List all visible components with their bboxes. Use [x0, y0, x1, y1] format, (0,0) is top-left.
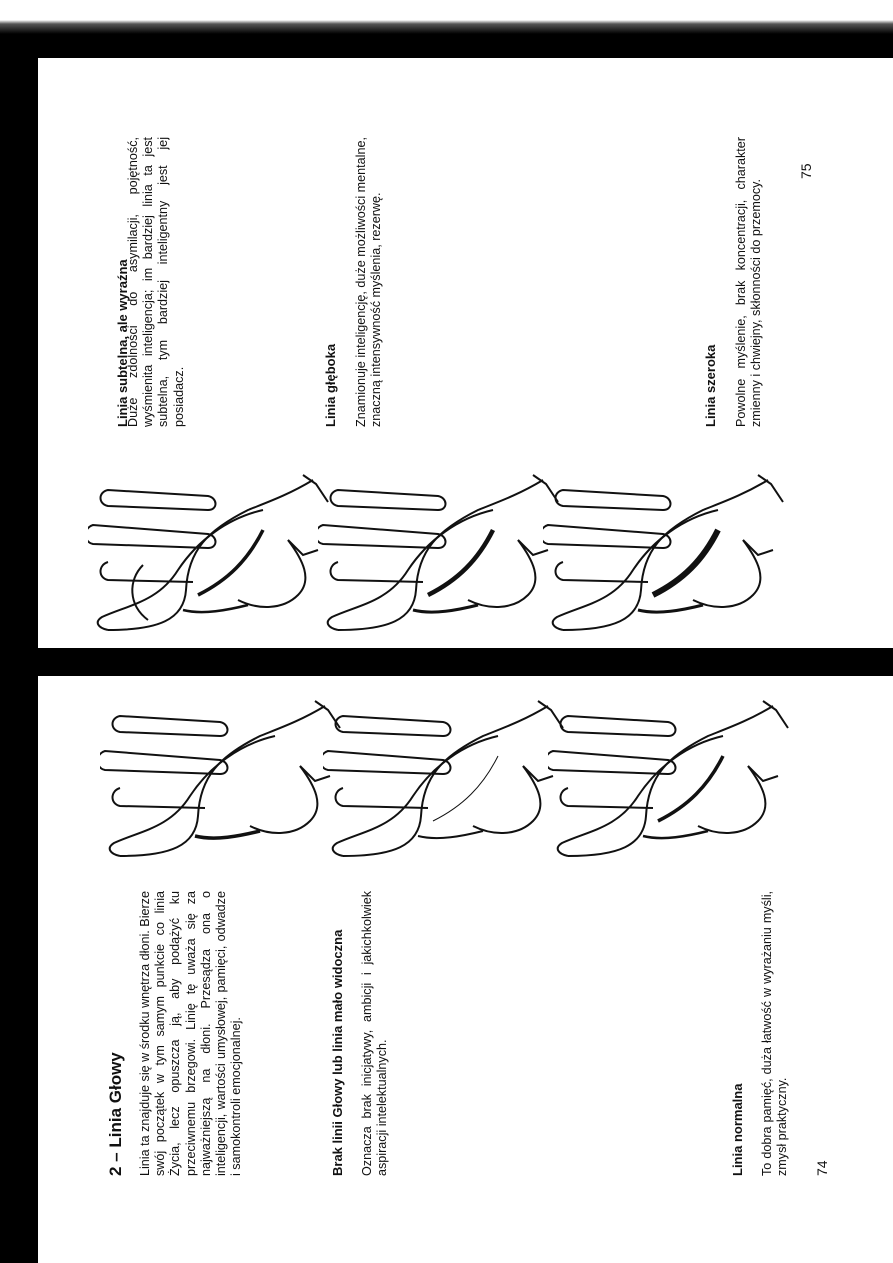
- hand-head-line-subtle: [88, 470, 338, 640]
- page-gutter: [30, 648, 893, 676]
- section-heading: Brak linii Głowy lub linia mało widoczna: [330, 929, 345, 1176]
- scan-border-top: [0, 0, 893, 58]
- section-heading: Linia normalna: [730, 1083, 745, 1176]
- section-text: Powolne myślenie, brak koncentracji, charakter zmienny i chwiejny, skłonności do przemocy.: [734, 137, 764, 427]
- page-number: 75: [798, 163, 814, 179]
- section-heading: Linia subtelna, ale wyraźna: [115, 259, 130, 427]
- section-heading: Linia szeroka: [703, 344, 718, 427]
- hand-head-line-faint: [323, 696, 573, 866]
- chapter-title: 2 – Linia Głowy: [106, 1052, 125, 1176]
- section-text: Duże zdolności do asymilacji, pojętność, wyśmienita inteligencja; im bardziej linia ta jest subtelna, tym bardziej inteligentny jest jej posiadacz.: [126, 137, 186, 427]
- section-heading: Linia głęboka: [323, 343, 338, 427]
- hand-head-line-normal: [548, 696, 798, 866]
- hand-head-line-deep: [318, 470, 568, 640]
- section-text: Znamionuje inteligencję, duże możliwości mentalne, znaczną intensywność myślenia, rezerwę.: [354, 137, 384, 427]
- section-text: To dobra pamięć, duża łatwość w wyrażaniu myśli, zmysł praktyczny.: [760, 891, 790, 1176]
- chapter-intro: Linia ta znajduje się w środku wnętrza dłoni. Bierze swój początek w tym samym punkcie co linia Życia, lecz opuszcza ją, aby podążyć ku przeciwnemu brzegowi. Linię tę uważa się za najważniejszą na dłoni. Przesądza ona o inteligencji, wartości umysłowej, pamięci, odwadze i samokontroli emocjonalnej.: [138, 891, 244, 1176]
- hand-head-line-wide: [543, 470, 793, 640]
- page-number: 74: [814, 1160, 830, 1176]
- hand-head-line-none: [100, 696, 350, 866]
- page-75: [38, 72, 893, 648]
- page-74: [38, 676, 893, 1263]
- section-text: Oznacza brak inicjatywy, ambicji i jakichkolwiek aspiracji intelektualnych.: [360, 891, 390, 1176]
